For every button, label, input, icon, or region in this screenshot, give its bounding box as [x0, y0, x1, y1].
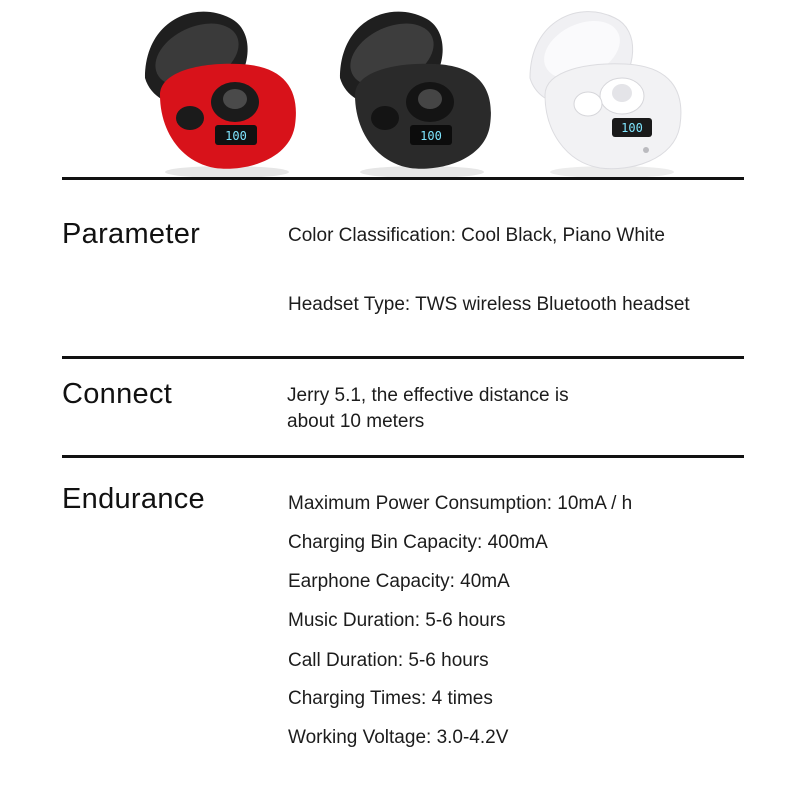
endurance-line: Call Duration: 5-6 hours	[288, 650, 489, 671]
battery-display-text: 100	[420, 129, 442, 143]
endurance-line: Charging Bin Capacity: 400mA	[288, 532, 548, 553]
product-images	[0, 0, 800, 180]
endurance-line: Charging Times: 4 times	[288, 688, 493, 709]
parameter-line: Color Classification: Cool Black, Piano White	[288, 225, 665, 246]
endurance-line: Working Voltage: 3.0-4.2V	[288, 727, 509, 748]
divider-connect-endurance	[62, 455, 744, 458]
endurance-line: Earphone Capacity: 40mA	[288, 571, 510, 592]
connect-line: about 10 meters	[287, 411, 425, 432]
endurance-line: Maximum Power Consumption: 10mA / h	[288, 493, 633, 514]
parameter-heading: Parameter	[62, 218, 201, 250]
red-earbud-case-image	[135, 0, 305, 180]
battery-display-text: 100	[621, 121, 643, 135]
white-earbud-case-image	[520, 0, 690, 180]
connect-heading: Connect	[62, 378, 173, 410]
divider-top	[62, 177, 744, 180]
parameter-line: Headset Type: TWS wireless Bluetooth headset	[288, 294, 690, 315]
divider-parameter-connect	[62, 356, 744, 359]
endurance-line: Music Duration: 5-6 hours	[288, 610, 506, 631]
connect-line: Jerry 5.1, the effective distance is	[287, 385, 569, 406]
endurance-heading: Endurance	[62, 483, 205, 515]
battery-display-text: 100	[225, 129, 247, 143]
black-earbud-case-image	[330, 0, 500, 180]
